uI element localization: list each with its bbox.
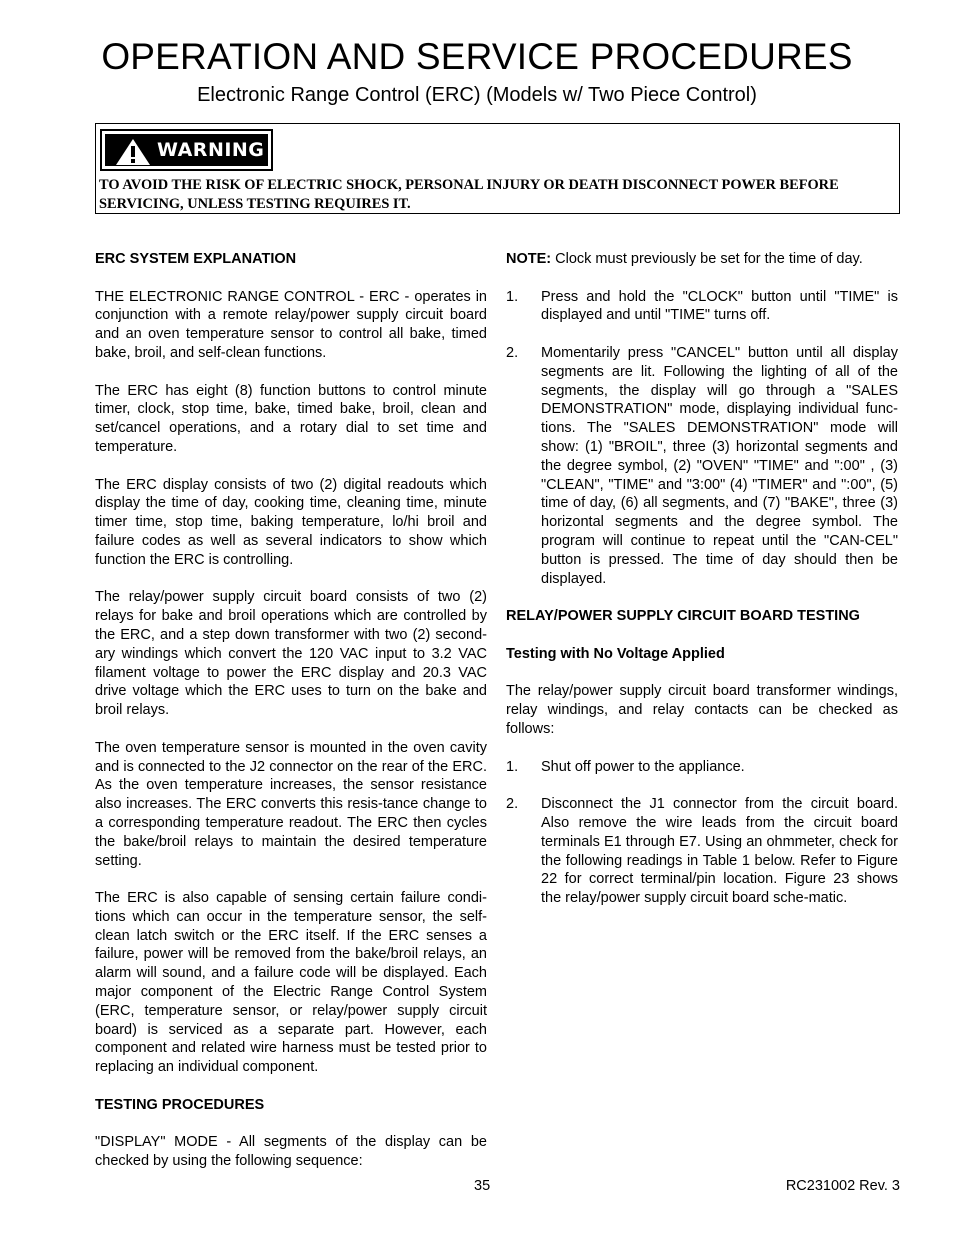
list-item bbox=[506, 795, 898, 908]
document-reference: RC231002 Rev. 3 bbox=[785, 1178, 900, 1194]
warning-box bbox=[95, 123, 900, 214]
list-number: 1. bbox=[506, 758, 519, 775]
right-column bbox=[506, 250, 898, 927]
warning-triangle-icon bbox=[115, 138, 151, 166]
paragraph: The ERC has eight (8) function buttons to control minute timer, clock, stop time, bake, timed bake, broil, clean and set/cancel operations, and a rotary dial to set time and temperature. bbox=[95, 382, 487, 455]
page-number: 35 bbox=[474, 1178, 491, 1194]
left-column bbox=[95, 250, 487, 1190]
warning-label: WARNING bbox=[157, 139, 265, 161]
paragraph: The oven temperature sensor is mounted in the oven cavity and is connected to the J2 connector on the rear of the ERC. As the oven temperature increases, the sensor resistance also increases. The ERC converts this resis-tance change to a corresponding temperature readout. The ERC then cycles the bake/broil relays to maintain the desired temperature setting. bbox=[95, 739, 487, 869]
list-number: 2. bbox=[506, 344, 519, 361]
section-heading: RELAY/POWER SUPPLY CIRCUIT BOARD TESTING bbox=[506, 608, 860, 625]
paragraph: The ERC display consists of two (2) digital readouts which display the time of day, cooking time, cleaning time, minute timer time, stop time, baking temperature, lo/hi broil and failure codes as well as several indicators to show which function the ERC is controlling. bbox=[95, 476, 487, 568]
paragraph: "DISPLAY" MODE - All segments of the display can be checked by using the following sequence: bbox=[95, 1134, 487, 1170]
paragraph: THE ELECTRONIC RANGE CONTROL - ERC - operates in conjunction with a remote relay/power supply circuit board and an oven temperature sensor to control all bake, timed bake, broil, and self-clean functions. bbox=[95, 288, 487, 361]
note-label: NOTE: bbox=[506, 251, 552, 267]
list-number: 1. bbox=[506, 288, 519, 305]
list-item bbox=[506, 758, 898, 777]
section-heading: ERC SYSTEM EXPLANATION bbox=[95, 251, 297, 267]
list-number: 2. bbox=[506, 796, 519, 813]
list-text: Disconnect the J1 connector from the circuit board. Also remove the wire leads from the circuit board terminals E1 through E7. Using an ohmmeter, check for the following readings in Table 1 below. Refer to Figure 22 for correct terminal/pin location. Figure 23 shows the relay/power supply circuit board sche-matic. bbox=[541, 796, 898, 907]
warning-badge bbox=[100, 129, 273, 171]
paragraph: The ERC is also capable of sensing certain failure condi-tions which can occur in the temperature sensor, the self-clean latch switch or the ERC itself. If the ERC senses a failure, power will be removed from the bake/broil relays, an alarm will sound, and a failure code will be displayed. Each major component of the Electric Range Control System (ERC, temperature sensor, or relay/power supply circuit board) is serviced as a separate part. However, each component and related wire harness must be tested prior to replacing an individual component. bbox=[95, 890, 487, 1076]
list-text: Shut off power to the appliance. bbox=[541, 758, 745, 775]
note-text: Clock must previously be set for the time of day. bbox=[551, 251, 863, 267]
page-title: OPERATION AND SERVICE PROCEDURES bbox=[101, 36, 853, 77]
section-heading: TESTING PROCEDURES bbox=[95, 1096, 265, 1113]
subsection-heading: Testing with No Voltage Applied bbox=[506, 645, 725, 662]
list-item bbox=[506, 288, 898, 326]
note bbox=[506, 250, 898, 269]
page-subtitle: Electronic Range Control (ERC) (Models w/ Two Piece Control) bbox=[197, 84, 757, 106]
list-text: Momentarily press "CANCEL" button until all display segments are lit. Following the lighting of all of the segments, the display will go through a "SALES DEMONSTRATION" mode, displaying individual func-tions. The "SALES DEMONSTRATION" mode will show: (1) "BROIL", three (3) horizontal segments and the degree symbol, (2) "OVEN" "TIME" and ":00" , (3) "CLEAN", "TIME" and "3:00" (4) "TIMER" and ":00", (5) time of day, (6) all segments, and (7) "BAKE", three (3) horizontal segments and the degree symbol. The program will continue to repeat until the "CAN-CEL" button is pressed. The time of day should then be displayed. bbox=[541, 344, 898, 587]
list-item bbox=[506, 344, 898, 588]
list-text: Press and hold the "CLOCK" button until "TIME" is displayed and until "TIME" turns off. bbox=[541, 288, 898, 324]
warning-text: TO AVOID THE RISK OF ELECTRIC SHOCK, PERSONAL INJURY OR DEATH DISCONNECT POWER BEFORE SERVICING, UNLESS TESTING REQUIRES IT. bbox=[99, 177, 839, 212]
paragraph: The relay/power supply circuit board consists of two (2) relays for bake and broil operations which are controlled by the ERC, and a step down transformer with two (2) second-ary windings which convert the 120 VAC input to 3.2 VAC filament voltage to power the ERC display and 20.3 VAC drive voltage which the ERC uses to turn on the bake and broil relays. bbox=[95, 589, 487, 719]
paragraph: The relay/power supply circuit board transformer windings, relay windings, and relay contacts can be checked as follows: bbox=[506, 683, 898, 737]
